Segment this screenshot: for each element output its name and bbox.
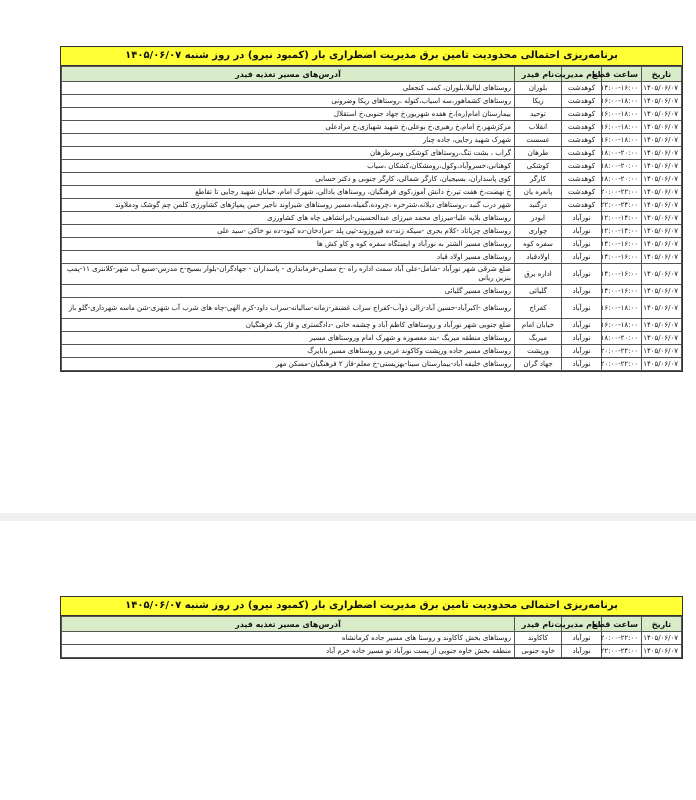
cell-address: بیمارستان امام(ره)،خ هفده شهریور،خ جهاد جنوبی،خ استقلال xyxy=(62,108,515,121)
cell-date: ۱۴۰۵/۰۶/۰۷ xyxy=(642,285,682,298)
cell-dept: نورآباد xyxy=(562,645,602,658)
cell-date: ۱۴۰۵/۰۶/۰۷ xyxy=(642,225,682,238)
cell-time: ۲۰:۰۰-۲۲:۰۰ xyxy=(602,345,642,358)
cell-address: روستاهای مسیر اولاد قباد xyxy=(62,251,515,264)
schedule-table xyxy=(61,66,682,371)
cell-address: ضلع شرقی شهر نورآباد -شامل-علی آباد سمت اداره راه -خ مصلی-فرمانداری - پاسداران - جهادگران-بلوار بسیج-خ مدرس-صنیع آب شهر-کلانتری ۱۱-پمپ بنزین ریانی xyxy=(62,264,515,285)
cell-time: ۲۲:۰۰-۲۴:۰۰ xyxy=(602,199,642,212)
table-row xyxy=(62,632,682,645)
cell-date: ۱۴۰۵/۰۶/۰۷ xyxy=(642,147,682,160)
cell-address: روستاهای -اکبرآباد-حسین آباد-زالی ذوآب-کفراج سراب غضنفر-زمانه-سالیانه-سراب داود-کرم الهی-چاه های شرب آب شهری-شن ماسه شهرداری-گلو باز xyxy=(62,298,515,319)
cell-dept: کوهدشت xyxy=(562,173,602,186)
cell-address: شهرک شهید رجایی، جاده چنار xyxy=(62,134,515,147)
table-row xyxy=(62,212,682,225)
table-row xyxy=(62,319,682,332)
cell-dept: نورآباد xyxy=(562,298,602,319)
schedule-table xyxy=(61,616,682,658)
cell-feeder: کوشکی xyxy=(515,160,562,173)
table-row xyxy=(62,285,682,298)
table-row xyxy=(62,264,682,285)
cell-address: مرکزشهر،خ امام،خ رهبری،خ بوعلی،خ شهید شهبازی،خ مرادعلی xyxy=(62,121,515,134)
cell-time: ۱۴:۰۰-۱۶:۰۰ xyxy=(602,264,642,285)
cell-date: ۱۴۰۵/۰۶/۰۷ xyxy=(642,212,682,225)
cell-dept: نورآباد xyxy=(562,225,602,238)
cell-date: ۱۴۰۵/۰۶/۰۷ xyxy=(642,238,682,251)
cell-time: ۱۸:۰۰-۲۰:۰۰ xyxy=(602,147,642,160)
cell-feeder: ورپشت xyxy=(515,345,562,358)
sheet-title: برنامه‌ریزی احتمالی محدودیت تامین برق مدیریت اضطراری بار (کمبود نیرو) در روز شنبه ۱۴۰۵/۰۶/۰۷ xyxy=(61,597,682,616)
header-feeder: نام فیدر xyxy=(515,617,562,632)
table-row xyxy=(62,134,682,147)
header-dept: نام مدیریت xyxy=(562,67,602,82)
table-row xyxy=(62,108,682,121)
table-row xyxy=(62,345,682,358)
cell-date: ۱۴۰۵/۰۶/۰۷ xyxy=(642,298,682,319)
header-dept: نام مدیریت xyxy=(562,617,602,632)
cell-dept: کوهدشت xyxy=(562,121,602,134)
sheet-title: برنامه‌ریزی احتمالی محدودیت تامین برق مدیریت اضطراری بار (کمبود نیرو) در روز شنبه ۱۴۰۵/۰۶/۰۷ xyxy=(61,47,682,66)
cell-dept: نورآباد xyxy=(562,251,602,264)
cell-date: ۱۴۰۵/۰۶/۰۷ xyxy=(642,95,682,108)
cell-feeder: درگنبد xyxy=(515,199,562,212)
cell-time: ۱۴:۰۰-۱۶:۰۰ xyxy=(602,251,642,264)
cell-feeder: چواری xyxy=(515,225,562,238)
cell-dept: نورآباد xyxy=(562,345,602,358)
cell-address: روستاهای کشماهور،سه اسیاب،کتوله ،روستاهای ریکا وضرونی xyxy=(62,95,515,108)
cell-dept: کوهدشت xyxy=(562,186,602,199)
cell-address: روستاهای لیالیلا،بلوران، کمب کنجعلی xyxy=(62,82,515,95)
cell-address: شهر درب گنبد ،روستاهای دیلانه،شترخره ،چروده،گمیله،مسیر روستاهای شیراوند ناجیر حس پمپاژهای کشاورزی کلمن چم گوشک ودملاوند xyxy=(62,199,515,212)
cell-time: ۱۴:۰۰-۱۶:۰۰ xyxy=(602,285,642,298)
cell-time: ۱۸:۰۰-۲۰:۰۰ xyxy=(602,173,642,186)
cell-feeder: اداره برق xyxy=(515,264,562,285)
header-address: آدرس‌های مسیر تغذیه فیدر xyxy=(62,67,515,82)
cell-dept: نورآباد xyxy=(562,264,602,285)
cell-time: ۱۶:۰۰-۱۸:۰۰ xyxy=(602,134,642,147)
cell-feeder: کفراج xyxy=(515,298,562,319)
table-row xyxy=(62,645,682,658)
cell-address: خ نهضت،خ هفت تیر،خ دانش آموز،کوی فرهنگیان، روستاهای بادالی، شهرک امام، خیابان شهید رجایی تا تقاطع xyxy=(62,186,515,199)
cell-time: ۲۰:۰۰-۲۲:۰۰ xyxy=(602,632,642,645)
cell-date: ۱۴۰۵/۰۶/۰۷ xyxy=(642,264,682,285)
table-row xyxy=(62,121,682,134)
table-row xyxy=(62,186,682,199)
cell-time: ۱۲:۰۰-۱۴:۰۰ xyxy=(602,212,642,225)
cell-time: ۱۶:۰۰-۱۸:۰۰ xyxy=(602,95,642,108)
header-feeder: نام فیدر xyxy=(515,67,562,82)
table-row xyxy=(62,225,682,238)
cell-date: ۱۴۰۵/۰۶/۰۷ xyxy=(642,632,682,645)
table-row xyxy=(62,147,682,160)
cell-feeder: اولادقباد xyxy=(515,251,562,264)
cell-time: ۱۴:۰۰-۱۶:۰۰ xyxy=(602,82,642,95)
cell-date: ۱۴۰۵/۰۶/۰۷ xyxy=(642,134,682,147)
cell-feeder: ابودر xyxy=(515,212,562,225)
cell-dept: نورآباد xyxy=(562,238,602,251)
cell-time: ۱۸:۰۰-۲۰:۰۰ xyxy=(602,332,642,345)
cell-address: گراب ، بشت تنگ،روستاهای کوشکی وسرطرهان xyxy=(62,147,515,160)
table-body xyxy=(62,82,682,371)
cell-address: ضلع جنوبی شهر نورآباد و روستاهای کاظم آباد و چشمه خانی -دادگستری و فاز یک فرهنگیان xyxy=(62,319,515,332)
cell-dept: کوهدشت xyxy=(562,95,602,108)
cell-feeder: طرهان xyxy=(515,147,562,160)
cell-time: ۲۰:۰۰-۲۲:۰۰ xyxy=(602,358,642,371)
table-row xyxy=(62,298,682,319)
cell-time: ۱۶:۰۰-۱۸:۰۰ xyxy=(602,121,642,134)
table-body xyxy=(62,632,682,658)
cell-date: ۱۴۰۵/۰۶/۰۷ xyxy=(642,645,682,658)
cell-address: کوی پاسداران، بسیجیان، کارگر شمالی، کارگر جنوبی و دکتر حسابی xyxy=(62,173,515,186)
table-row xyxy=(62,199,682,212)
cell-dept: کوهدشت xyxy=(562,82,602,95)
cell-time: ۲۰:۰۰-۲۲:۰۰ xyxy=(602,186,642,199)
cell-feeder: بلوران xyxy=(515,82,562,95)
cell-time: ۱۴:۰۰-۱۶:۰۰ xyxy=(602,238,642,251)
cell-feeder: خیابان امام xyxy=(515,319,562,332)
cell-date: ۱۴۰۵/۰۶/۰۷ xyxy=(642,173,682,186)
cell-date: ۱۴۰۵/۰۶/۰۷ xyxy=(642,358,682,371)
cell-feeder: سفره کوه xyxy=(515,238,562,251)
cell-feeder: توحید xyxy=(515,108,562,121)
cell-dept: کوهدشت xyxy=(562,160,602,173)
header-time: ساعت قطع xyxy=(602,67,642,82)
cell-address: منطقه بخش خاوه جنوبی از پست نورآباد تو مسیر جاده خرم آباد xyxy=(62,645,515,658)
header-date: تاریخ xyxy=(642,67,682,82)
table-row xyxy=(62,251,682,264)
cell-time: ۱۶:۰۰-۱۸:۰۰ xyxy=(602,298,642,319)
cell-dept: نورآباد xyxy=(562,332,602,345)
cell-feeder: کاکاوند xyxy=(515,632,562,645)
cell-date: ۱۴۰۵/۰۶/۰۷ xyxy=(642,319,682,332)
cell-address: روستاهای خلیفه آباد-بیمارستان سینا-بهزیستی-خ معلم-فاز ۲ فرهنگیان-مسکن مهر xyxy=(62,358,515,371)
cell-date: ۱۴۰۵/۰۶/۰۷ xyxy=(642,199,682,212)
table-row xyxy=(62,238,682,251)
schedule-sheet-1 xyxy=(60,46,683,372)
cell-dept: نورآباد xyxy=(562,285,602,298)
cell-dept: نورآباد xyxy=(562,212,602,225)
table-row xyxy=(62,82,682,95)
cell-feeder: کارگر xyxy=(515,173,562,186)
cell-time: ۱۲:۰۰-۱۴:۰۰ xyxy=(602,225,642,238)
cell-time: ۱۶:۰۰-۱۸:۰۰ xyxy=(602,108,642,121)
cell-dept: نورآباد xyxy=(562,319,602,332)
header-date: تاریخ xyxy=(642,617,682,632)
cell-date: ۱۴۰۵/۰۶/۰۷ xyxy=(642,186,682,199)
cell-feeder: انقلاب xyxy=(515,121,562,134)
cell-dept: کوهدشت xyxy=(562,199,602,212)
table-row xyxy=(62,358,682,371)
header-time: ساعت قطع xyxy=(602,617,642,632)
table-row xyxy=(62,95,682,108)
cell-date: ۱۴۰۵/۰۶/۰۷ xyxy=(642,332,682,345)
cell-time: ۲۲:۰۰-۲۴:۰۰ xyxy=(602,645,642,658)
cell-feeder: خاوه جنوبی xyxy=(515,645,562,658)
table-row xyxy=(62,160,682,173)
cell-dept: کوهدشت xyxy=(562,108,602,121)
cell-address: روستاهای مسیر الشتر به نورآباد و ایستگاه سفره کوه و کاو کش ها xyxy=(62,238,515,251)
cell-date: ۱۴۰۵/۰۶/۰۷ xyxy=(642,160,682,173)
cell-address: روستاهای مسیر گلیائی xyxy=(62,285,515,298)
table-row xyxy=(62,332,682,345)
cell-dept: نورآباد xyxy=(562,358,602,371)
cell-time: ۱۸:۰۰-۲۰:۰۰ xyxy=(602,160,642,173)
page-separator xyxy=(0,513,696,521)
cell-feeder: پانعره یان xyxy=(515,186,562,199)
schedule-sheet-2 xyxy=(60,596,683,659)
cell-date: ۱۴۰۵/۰۶/۰۷ xyxy=(642,82,682,95)
cell-address: روستاهای منطقه میربگ -بند معصوره و شهرک امام وروستاهای مسیر xyxy=(62,332,515,345)
cell-date: ۱۴۰۵/۰۶/۰۷ xyxy=(642,345,682,358)
cell-address: روستاهای بلایه علیا-میرزای محمد میرزای عبدالحسینی-ایرانشاهی چاه های کشاورزی xyxy=(62,212,515,225)
cell-date: ۱۴۰۵/۰۶/۰۷ xyxy=(642,251,682,264)
cell-address: کوهنانی،خسروآباد،وکول،رومشکان،کشکان ،سیاب xyxy=(62,160,515,173)
table-header-row xyxy=(62,617,682,632)
cell-date: ۱۴۰۵/۰۶/۰۷ xyxy=(642,121,682,134)
cell-dept: کوهدشت xyxy=(562,147,602,160)
cell-time: ۱۶:۰۰-۱۸:۰۰ xyxy=(602,319,642,332)
cell-address: روستاهای چزیاتاد -کلام بحری -سیکه زند-ده فیروزوند-تپی پلد -مرادخان-ده کیود-ده نو خاکی -سید علی xyxy=(62,225,515,238)
header-address: آدرس‌های مسیر تغذیه فیدر xyxy=(62,617,515,632)
cell-feeder: گلیائی xyxy=(515,285,562,298)
cell-feeder: ریکا xyxy=(515,95,562,108)
cell-feeder: میربگ xyxy=(515,332,562,345)
cell-feeder: جهاد گران xyxy=(515,358,562,371)
cell-address: روستاهای مسیر جاده ورپشت وکاکوند غربی و روستاهای مسیر بابایرگ xyxy=(62,345,515,358)
cell-dept: نورآباد xyxy=(562,632,602,645)
cell-feeder: عسست xyxy=(515,134,562,147)
cell-date: ۱۴۰۵/۰۶/۰۷ xyxy=(642,108,682,121)
table-header-row xyxy=(62,67,682,82)
cell-dept: کوهدشت xyxy=(562,134,602,147)
table-row xyxy=(62,173,682,186)
cell-address: روستاهای بخش کاکاوند و روستا های مسیر جاده کرمانشاه xyxy=(62,632,515,645)
